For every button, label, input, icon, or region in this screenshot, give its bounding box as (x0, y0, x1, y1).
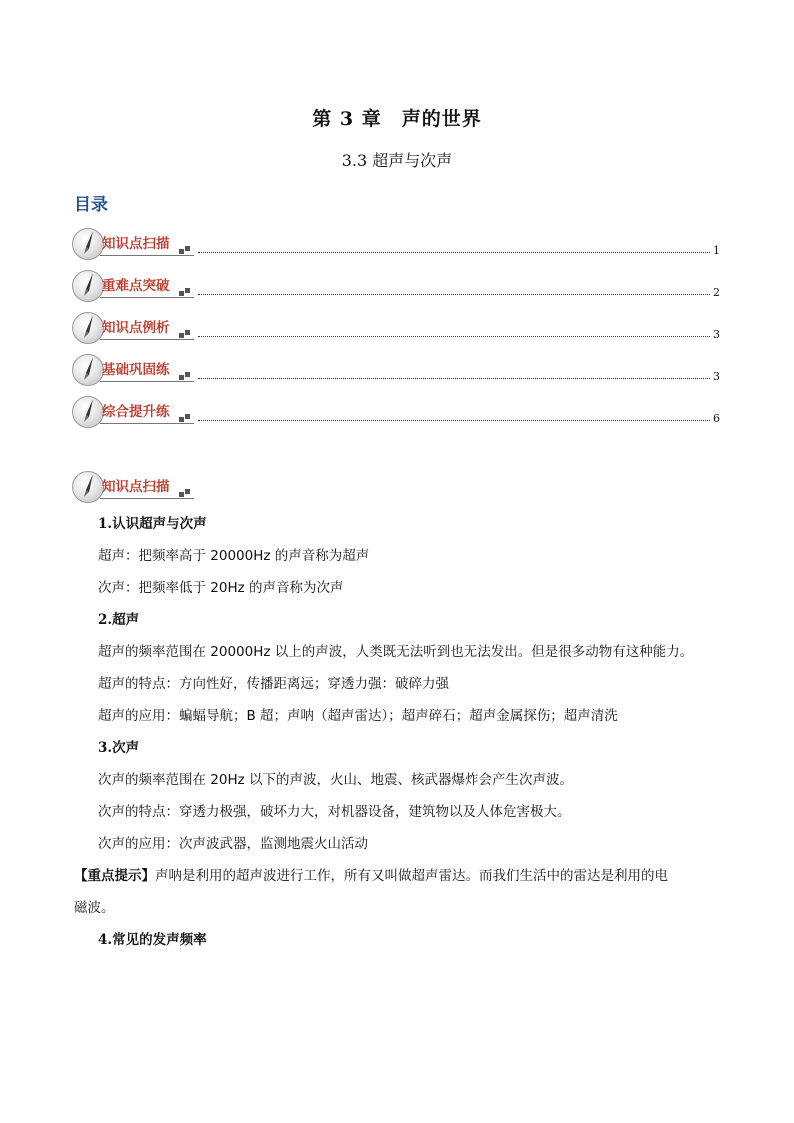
section-badge-label: 知识点扫描 (102, 479, 170, 495)
toc-item-label: 知识点例析 (102, 320, 170, 336)
heading-2: 2.超声 (98, 612, 140, 628)
paragraph: 超声的特点：方向性好，传播距离远；穿透力强：破碎力强 (98, 676, 449, 692)
toc-item[interactable] (72, 354, 722, 388)
toc-item[interactable] (72, 270, 722, 304)
chapter-title: 第 3 章 声的世界 (312, 108, 482, 130)
toc-leader (198, 294, 710, 295)
paragraph: 次声的频率范围在 20Hz 以下的声波，火山、地震、核武器爆炸会产生次声波。 (98, 772, 573, 788)
key-tip-continuation: 磁波。 (74, 900, 115, 916)
toc-leader (198, 420, 710, 421)
toc-item-label: 重难点突破 (102, 278, 170, 294)
paragraph: 超声的频率范围在 20000Hz 以上的声波，人类既无法听到也无法发出。但是很多动物有这种能力。 (98, 644, 694, 660)
toc-page-number: 1 (713, 244, 720, 257)
section-title: 3.3 超声与次声 (341, 151, 453, 170)
toc-item[interactable] (72, 396, 722, 430)
knowledge-scan-badge (72, 471, 202, 505)
toc-page-number: 3 (713, 370, 720, 383)
section-badge (72, 228, 194, 260)
toc-page-number: 3 (713, 328, 720, 341)
section-badge (72, 354, 194, 386)
toc-leader (198, 336, 710, 337)
paragraph: 超声的应用：蝙蝠导航；B 超；声呐（超声雷达）；超声碎石；超声金属探伤；超声清洗 (98, 708, 618, 724)
heading-3: 3.次声 (98, 740, 140, 756)
toc-page-number: 2 (713, 286, 720, 299)
key-tip (74, 867, 724, 885)
section-badge (72, 312, 194, 344)
toc-item[interactable] (72, 228, 722, 262)
heading-4: 4.常见的发声频率 (98, 932, 207, 948)
paragraph: 次声的应用：次声波武器，监测地震火山活动 (98, 836, 368, 852)
toc-heading: 目录 (74, 195, 108, 215)
heading-1: 1.认识超声与次声 (98, 516, 207, 532)
toc-page-number: 6 (713, 412, 720, 425)
paragraph: 超声：把频率高于 20000Hz 的声音称为超声 (98, 548, 370, 564)
toc-item-label: 基础巩固练 (102, 362, 170, 378)
section-badge (72, 270, 194, 302)
key-tip-text: 声呐是利用的超声波进行工作，所有又叫做超声雷达。而我们生活中的雷达是利用的电 (155, 868, 668, 884)
toc-leader (198, 252, 710, 253)
toc-item-label: 知识点扫描 (102, 236, 170, 252)
section-badge (72, 471, 194, 503)
toc-item[interactable] (72, 312, 722, 346)
toc-item-label: 综合提升练 (102, 404, 170, 420)
section-badge (72, 396, 194, 428)
toc-leader (198, 378, 710, 379)
key-tip-label: 【重点提示】 (74, 868, 155, 884)
paragraph: 次声的特点：穿透力极强，破坏力大，对机器设备，建筑物以及人体危害极大。 (98, 804, 571, 820)
paragraph: 次声：把频率低于 20Hz 的声音称为次声 (98, 580, 344, 596)
